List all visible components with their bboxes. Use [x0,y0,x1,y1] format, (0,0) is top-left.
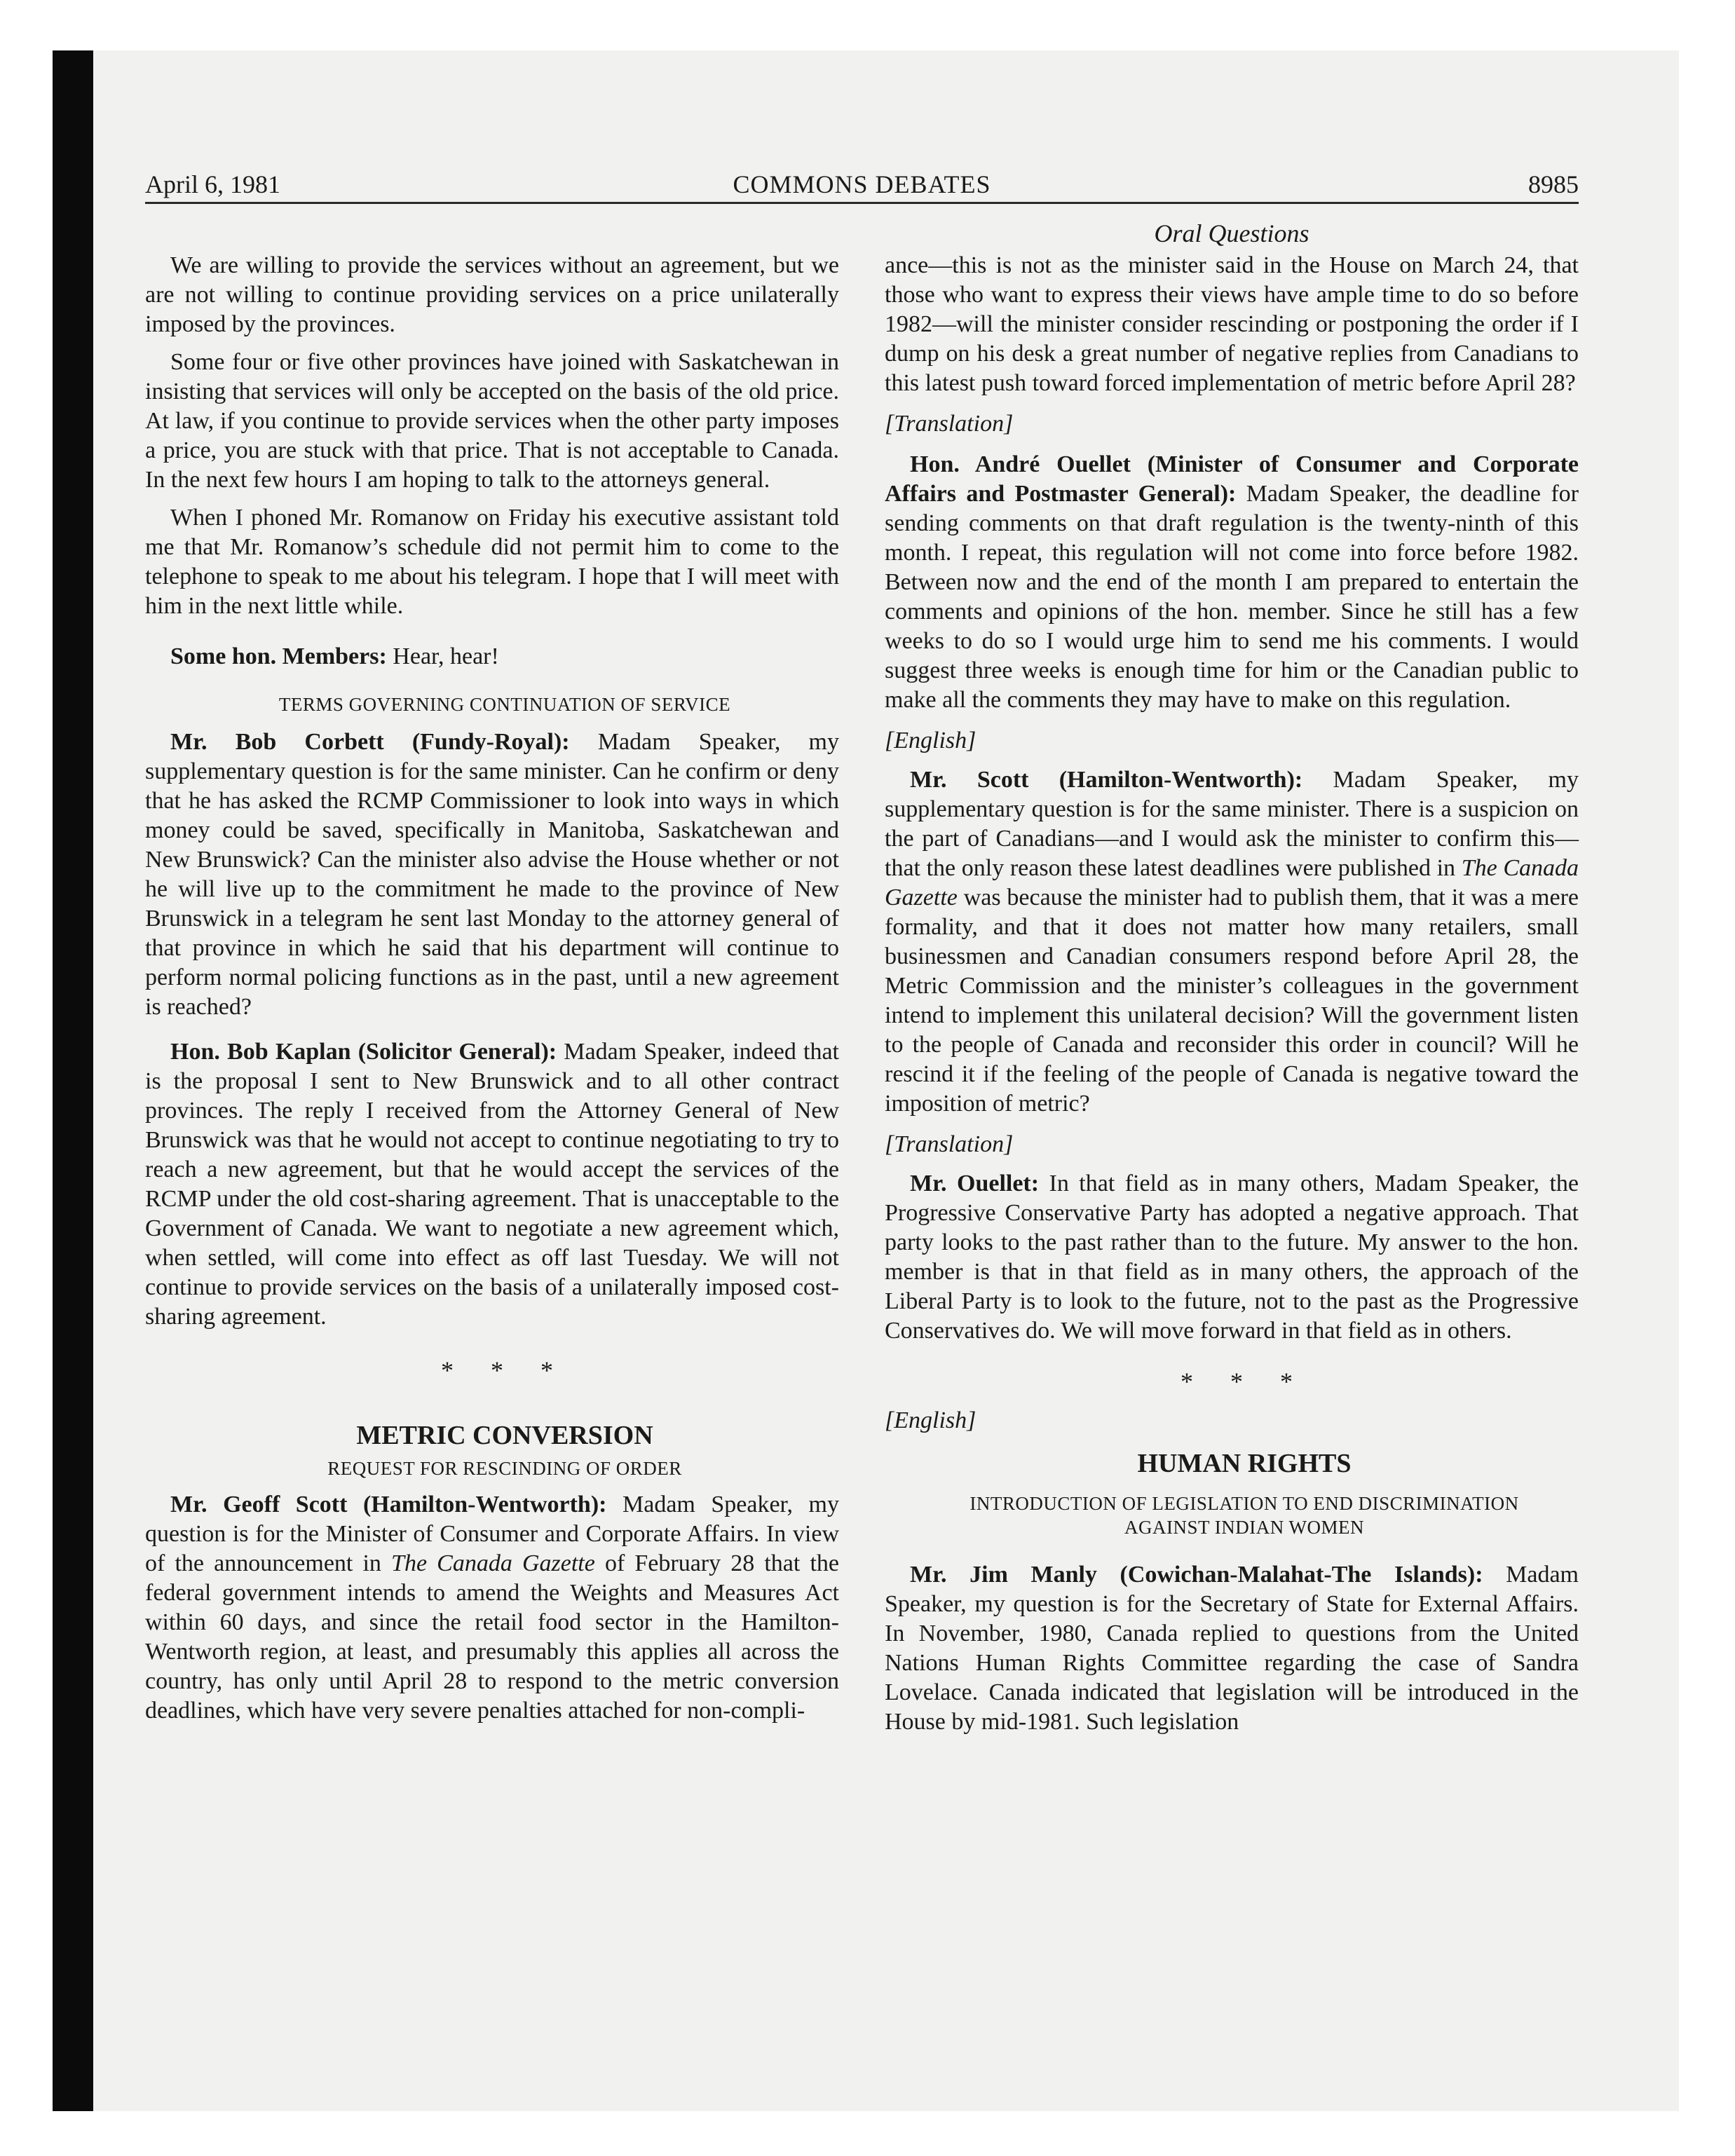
header-title: COMMONS DEBATES [733,170,991,198]
section-heading: METRIC CONVERSION [356,1421,653,1450]
speech-text: was because the minister had to publish them, that it was a mere formality, and that it does not matter how many retailers, small businessmen and Canadian consumers respond before April 28, the Metric Commission and the minister’s colleagues in the government intend to implement this unilateral decision? Will the government listen to the people of Canada and reconsider this order in council? Will he rescind it if the feeling of the people of Canada is negative toward the imposition of metric? [885,885,1579,1117]
language-tag: [English] [885,1407,977,1433]
speech-text: Madam Speaker, my supplementary question is for the same minister. Can he confirm or deny that he has asked the RCMP Commissioner to look into ways in which money could be saved, specifically in Manitoba, Saskatchewan and New Brunswick? Can the minister also advise the House whether or not he will live up to the commitment he made to the province of New Brunswick in a telegram he sent last Monday to the attorney general of that province in which he said that his department will continue to perform normal policing functions as in the past, until a new agreement is reached? [145,729,839,1020]
speech-text: Madam Speaker, my question is for the Secretary of State for External Affairs. In November, 1980, Canada replied to questions from the United Nations Human Rights Committee regarding the case of Sandra Lovelace. Canada indicated that legislation will be introduced in the House by mid-1981. Such legislation [885,1562,1579,1735]
header-date: April 6, 1981 [145,170,280,198]
speech [885,765,1579,1119]
paragraph: When I phoned Mr. Romanow on Friday his executive assistant told me that Mr. Romanow’s schedule did not permit him to come to the telephone to speak to me about his telegram. I hope that I will meet with him in the next little while. [145,505,839,619]
speech-text: In that field as in many others, Madam Speaker, the Progressive Conservative Party has adopted a negative approach. That party looks to the past rather than to the future. My answer to the hon. member is that in that field as in many others, the approach of the Liberal Party is to look to the future, not to the past as the Progressive Conservatives do. We will move forward in that field as in others. [885,1171,1579,1344]
page-header [145,167,1579,204]
language-tag: [Translation] [885,1131,1014,1157]
speech-text: Madam Speaker, the deadline for sending comments on that draft regulation is the twenty-ninth of this month. I repeat, this regulation will not come into force before 1982. Between now and the end of the month I am prepared to entertain the comments and opinions of the hon. member. Since he still has a few weeks to do so I would urge him to send me his comments. I would suggest three weeks is enough time for him or the Canadian public to make all the comments they may have to make on this regulation. [885,481,1579,713]
speaker-name: Hon. Bob Kaplan (Solicitor General): [170,1039,557,1065]
section-heading: HUMAN RIGHTS [1137,1449,1352,1478]
left-column [145,251,839,1726]
section-subheading: INTRODUCTION OF LEGISLATION TO END DISCRIMINATION [969,1493,1519,1514]
section-separator: * * * [1181,1367,1308,1396]
speech [145,1490,839,1726]
speaker-name: Mr. Geoff Scott (Hamilton-Wentworth): [170,1492,607,1517]
speaker-name: Mr. Ouellet: [910,1171,1040,1196]
header-page-number: 8985 [1528,170,1579,198]
right-column [885,251,1579,1737]
speaker-name: Hon. André Ouellet (Minister of Consumer and Corporate Affairs and Postmaster General): [885,451,1579,507]
speech-text: Madam Speaker, my question is for the Minister of Consumer and Corporate Affairs. In view of the announcement in [145,1492,839,1576]
publication-title: The Canada Gazette [885,855,1579,910]
speaker-name: Mr. Jim Manly (Cowichan-Malahat-The Islands): [910,1562,1483,1588]
interjection [145,642,839,671]
section-subheading: AGAINST INDIAN WOMEN [1124,1517,1364,1538]
speech [145,728,839,1022]
publication-title: The Canada Gazette [391,1550,595,1576]
speech [885,450,1579,715]
speech-text: Hear, hear! [386,643,499,669]
section-subheading: REQUEST FOR RESCINDING OF ORDER [327,1458,682,1479]
speech [885,1560,1579,1737]
speaker-name: Some hon. Members: [170,643,387,669]
paragraph: We are willing to provide the services without an agreement, but we are not willing to continue providing services on a price unilaterally imposed by the provinces. [145,252,839,337]
paragraph: ance—this is not as the minister said in the House on March 24, that those who want to express their views have ample time to do so before 1982—will the minister consider rescinding or postponing the order if I dump on his desk a great number of negative replies from Canadians to this latest push toward forced implementation of metric before April 28? [885,252,1579,396]
section-subheading: TERMS GOVERNING CONTINUATION OF SERVICE [278,694,731,715]
speaker-name: Mr. Scott (Hamilton-Wentworth): [910,767,1303,793]
speech-text: of February 28 that the federal government intends to amend the Weights and Measures Act within 60 days, and since the retail food sector in the Hamilton-Wentworth region, at least, and presumably this applies all across the country, has only until April 28 to respond to the metric conversion deadlines, which have very severe penalties attached for non-compli- [145,1550,840,1724]
language-tag: [English] [885,728,977,753]
paragraph: Some four or five other provinces have joined with Saskatchewan in insisting that services will only be accepted on the basis of the old price. At law, if you continue to provide services when the other party imposes a price, you are stuck with that price. That is not acceptable to Canada. In the next few hours I am hoping to talk to the attorneys general. [145,349,839,493]
language-tag: [Translation] [885,411,1014,437]
speech-text: Madam Speaker, indeed that is the proposal I sent to New Brunswick and to all other contract provinces. The reply I received from the Attorney General of New Brunswick was that he would not accept to continue negotiating to try to reach a new agreement, but that he would accept the services of the RCMP under the old cost-sharing agreement. That is unacceptable to the Government of Canada. We want to negotiate a new agreement which, when settled, will come into effect as off last Tuesday. We will not continue to provide services on the basis of a unilaterally imposed cost-sharing agreement. [145,1039,839,1330]
section-separator: * * * [441,1356,569,1384]
book-binding-edge [53,50,93,2111]
running-head: Oral Questions [1154,219,1309,247]
speech [145,1037,839,1332]
speaker-name: Mr. Bob Corbett (Fundy-Royal): [170,729,570,755]
speech [885,1169,1579,1346]
speech-text: Madam Speaker, my supplementary question is for the same minister. There is a suspicion on the part of Canadians—and I would ask the minister to confirm this—that the only reason these latest deadlines were published in [885,767,1579,881]
